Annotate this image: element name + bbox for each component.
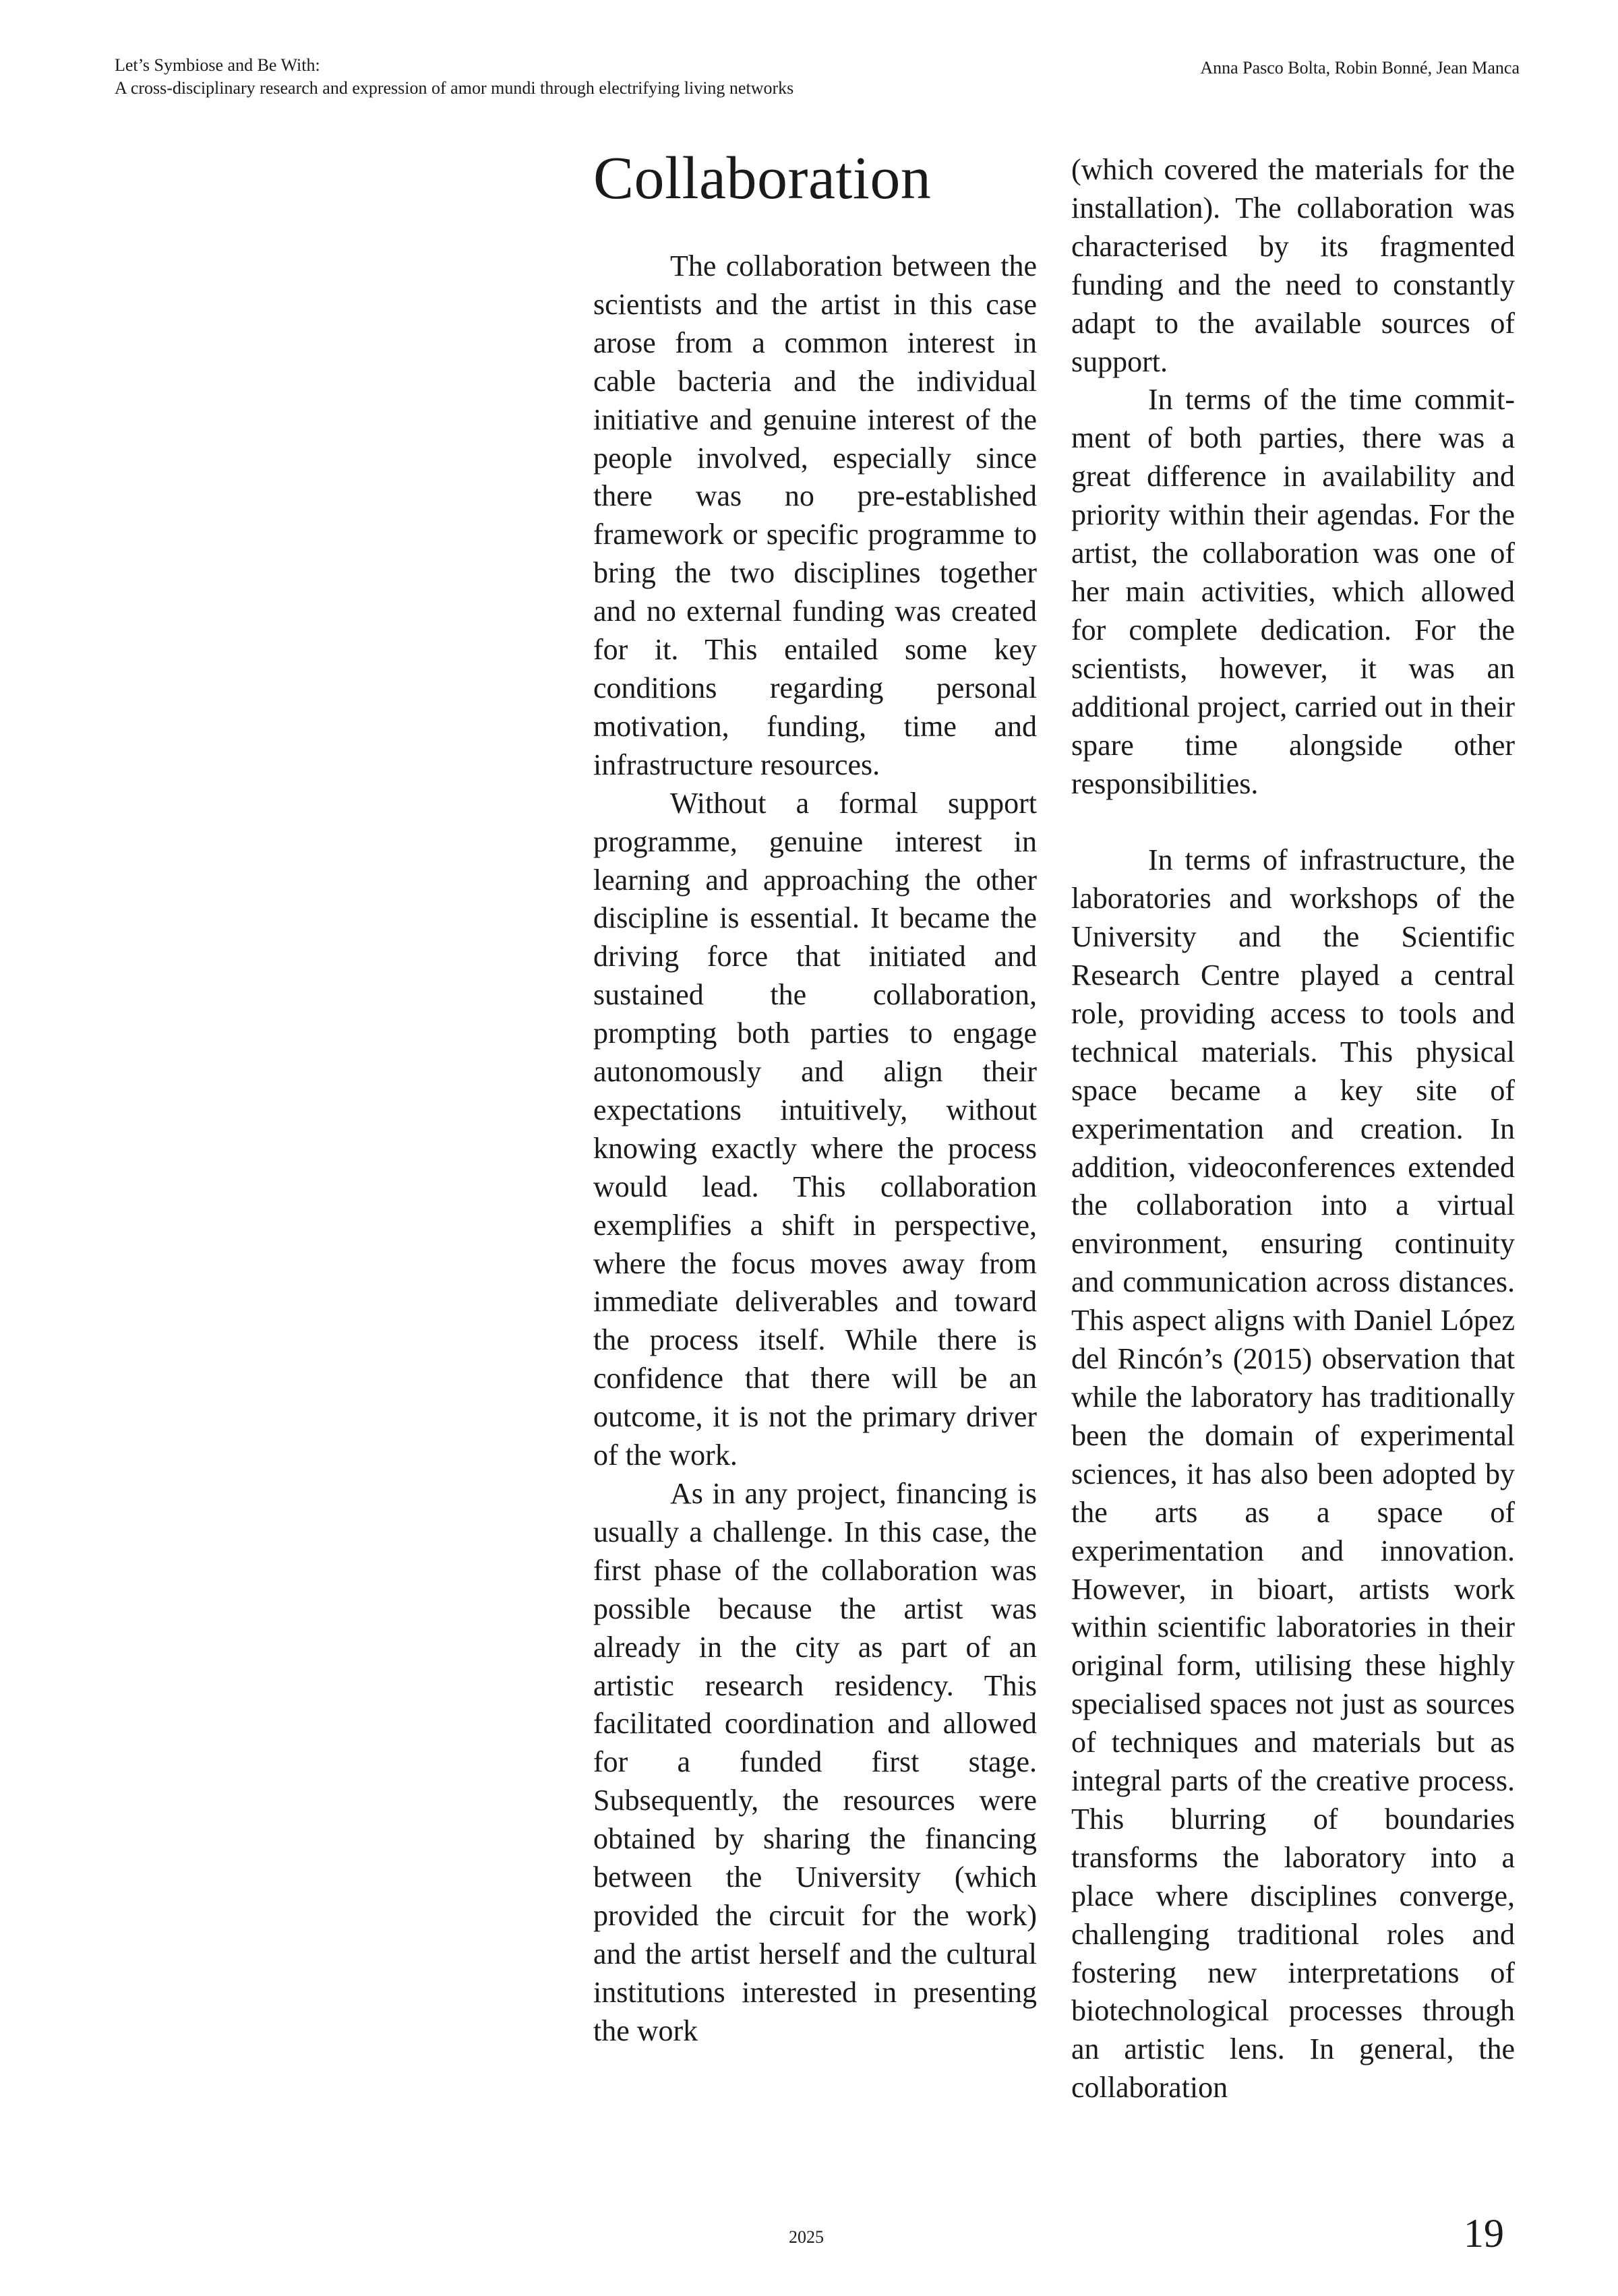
left-column [593, 247, 1037, 2051]
footer-year: 2025 [789, 2227, 824, 2247]
paragraph-infrastructure: In terms of infrastructure, the laboratories and workshops of the University and the Scientific Research Centre played a central role, providing access to tools and technical materials. This physical space became a key site of experimentation and creation. In addition, videoconferences extended the collaboration into a virtual environment, ensuring continuity and communication across distances. This aspect aligns with Daniel López del Rincón’s (2015) observation that while the laboratory has traditionally been the domain of experimental sciences, it has also been adopted by the arts as a space of experimentation and innovation. However, in bioart, artists work within scientific laboratories in their original form, utilising these highly specialised spaces not just as sources of techniques and materials but as integral parts of the creative process. This blurring of boundaries transforms the laboratory into a place where disciplines converge, challenging traditional roles and fostering new interpretations of biotechnological processes through an artistic lens. In general, the collaboration [1071, 843, 1515, 2105]
header-authors: Anna Pasco Bolta, Robin Bonné, Jean Manca [1200, 58, 1520, 78]
paragraph-financing: As in any project, financing is usually a challenge. In this case, the first phase of the collaboration was possible because the artist was already in the city as part of an artistic research residency. This facilitated coordination and allowed for a funded first stage. Subsequently, the resources were obtained by sharing the financing between the University (which provided the circuit for the work) and the artist herself and the cultural institutions interested in presenting the work [593, 1477, 1037, 2047]
paragraph-formal-support: Without a formal support programme, genuine interest in learning and approaching the other discipline is essential. It became the driving force that initiated and sustained the collaboration, prompting both parties to engage autonomously and align their expectations intuitively, without knowing exactly where the process would lead. This collaboration exemplifies a shift in perspective, where the focus moves away from immediate deliverables and toward the process itself. While there is confidence that there will be an outcome, it is not the primary driver of the work. [593, 786, 1037, 1472]
right-column [1071, 151, 1515, 2107]
paragraph-financing-continued: (which covered the materials for the installation). The collaboration was characterised by its fragmented funding and the need to constantly adapt to the available sources of support. [1071, 153, 1515, 378]
header-title-line-2: A cross-disciplinary research and expression of amor mundi through electrifying living networks [115, 78, 794, 98]
page-number: 19 [1464, 2211, 1504, 2256]
running-header-title [115, 54, 1058, 100]
section-title: Collaboration [593, 145, 932, 212]
paragraph-time-commitment: In terms of the time commitment of both parties, there was a great difference in availability and priority within their agendas. For the artist, the collaboration was one of her main activities, which allowed for complete dedication. For the scientists, however, it was an additional project, carried out in their spare time alongside other responsibilities. [1071, 383, 1515, 800]
header-title-line-1: Let’s Symbiose and Be With: [115, 55, 320, 75]
paragraph-collaboration-origin: The collaboration between the scientists and the artist in this case arose from a common interest in cable bacteria and the individual initiative and genuine interest of the people involved, especially since there was no pre-established framework or specific programme to bring the two disciplines together and no external funding was created for it. This entailed some key conditions regarding personal motivation, funding, time and infrastructure resources. [593, 249, 1037, 781]
